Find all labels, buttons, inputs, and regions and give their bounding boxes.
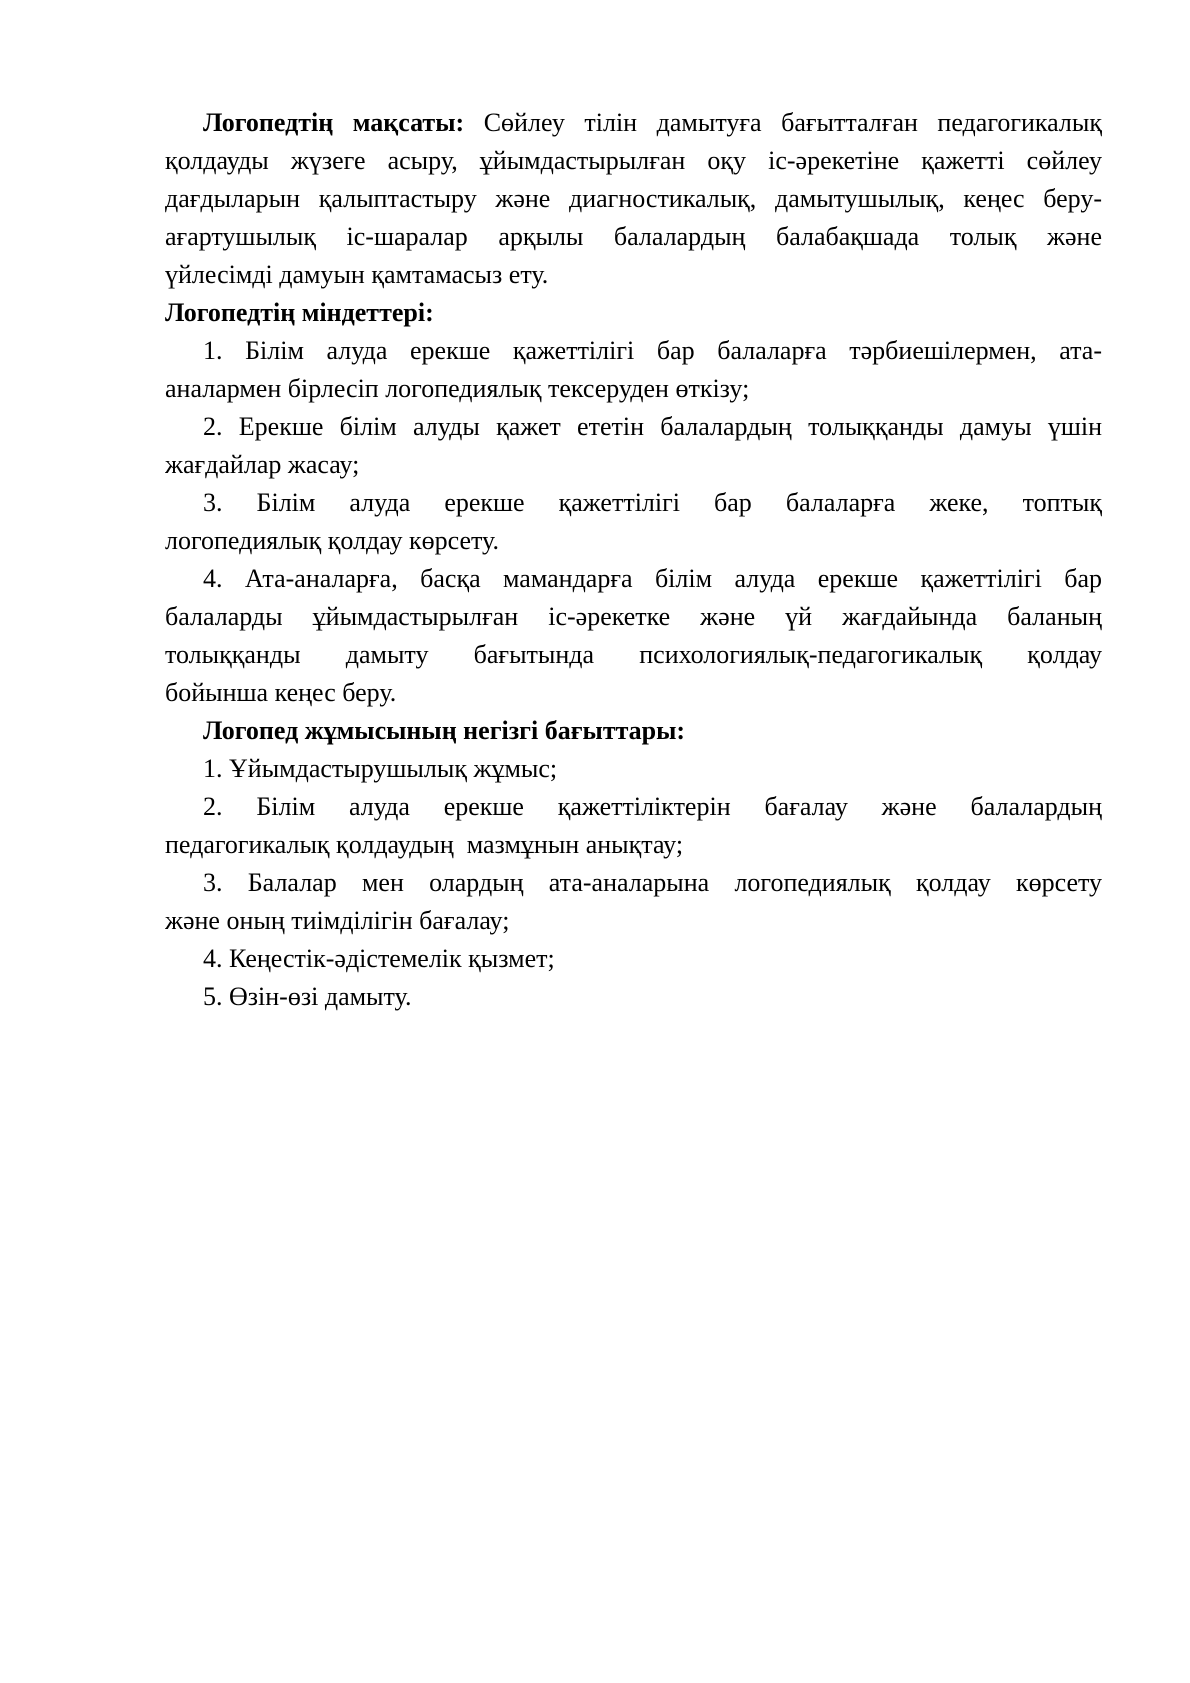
task-item-3	[165, 484, 1102, 560]
directions-heading-text: Логопед жұмысының негізгі бағыттары:	[203, 716, 686, 745]
task-item-2-line-1: 2. Ерекше білім алуды қажет ететін балалардың толыққанды дамуы үшін	[203, 412, 1102, 441]
goal-line-1-text: Сөйлеу тілін дамытуға бағытталған педагогикалық	[483, 108, 1102, 137]
direction-item-2	[165, 788, 1102, 864]
task-item-3-line-1: 3. Білім алуда ерекше қажеттілігі бар балаларға жеке, топтық	[203, 488, 1102, 517]
direction-item-3-line-1: 3. Балалар мен олардың ата-аналарына логопедиялық қолдау көрсету	[203, 868, 1102, 897]
goal-line-1	[165, 104, 1102, 142]
task-item-1-line-2: аналармен бірлесіп логопедиялық тексеруден өткізу;	[165, 374, 750, 403]
goal-lead-bold: Логопедтің мақсаты:	[203, 108, 465, 137]
task-item-2	[165, 408, 1102, 484]
goal-paragraph	[165, 104, 1102, 294]
direction-item-5-line-1: 5. Өзін-өзі дамыту.	[203, 982, 412, 1011]
task-item-1-line-1: 1. Білім алуда ерекше қажеттілігі бар балаларға тәрбиешілермен, ата-	[203, 336, 1102, 365]
direction-item-1	[165, 750, 1102, 788]
task-item-1	[165, 332, 1102, 408]
task-item-4-line-1: 4. Ата-аналарға, басқа мамандарға білім алуда ерекше қажеттілігі бар	[203, 564, 1102, 593]
task-item-4-line-3: толыққанды дамыту бағытында психологиялық-педагогикалық қолдау	[165, 640, 1102, 669]
goal-line-3: дағдыларын қалыптастыру және диагностикалық, дамытушылық, кеңес беру-	[165, 184, 1102, 213]
direction-item-4	[165, 940, 1102, 978]
task-item-4-line-2: балаларды ұйымдастырылған іс-әрекетке және үй жағдайында баланың	[165, 602, 1102, 631]
directions-heading	[165, 712, 1102, 750]
tasks-heading	[165, 294, 1102, 332]
direction-item-5	[165, 978, 1102, 1016]
goal-line-5: үйлесімді дамуын қамтамасыз ету.	[165, 260, 549, 289]
direction-item-3-line-2: және оның тиімділігін бағалау;	[165, 906, 510, 935]
direction-item-2-line-2: педагогикалық қолдаудың мазмұнын анықтау;	[165, 830, 684, 859]
direction-item-1-line-1: 1. Ұйымдастырушылық жұмыс;	[203, 754, 558, 783]
text-block	[165, 104, 1102, 1016]
task-item-4	[165, 560, 1102, 712]
direction-item-3	[165, 864, 1102, 940]
task-item-2-line-2: жағдайлар жасау;	[165, 450, 360, 479]
goal-line-2: қолдауды жүзеге асыру, ұйымдастырылған оқу іс-әрекетіне қажетті сөйлеу	[165, 146, 1102, 175]
goal-line-4: ағартушылық іс-шаралар арқылы балалардың балабақшада толық және	[165, 222, 1102, 251]
task-item-4-line-4: бойынша кеңес беру.	[165, 678, 397, 707]
tasks-heading-text: Логопедтің міндеттері:	[165, 298, 434, 327]
direction-item-2-line-1: 2. Білім алуда ерекше қажеттіліктерін бағалау және балалардың	[203, 792, 1102, 821]
direction-item-4-line-1: 4. Кеңестік-әдістемелік қызмет;	[203, 944, 555, 973]
task-item-3-line-2: логопедиялық қолдау көрсету.	[165, 526, 499, 555]
